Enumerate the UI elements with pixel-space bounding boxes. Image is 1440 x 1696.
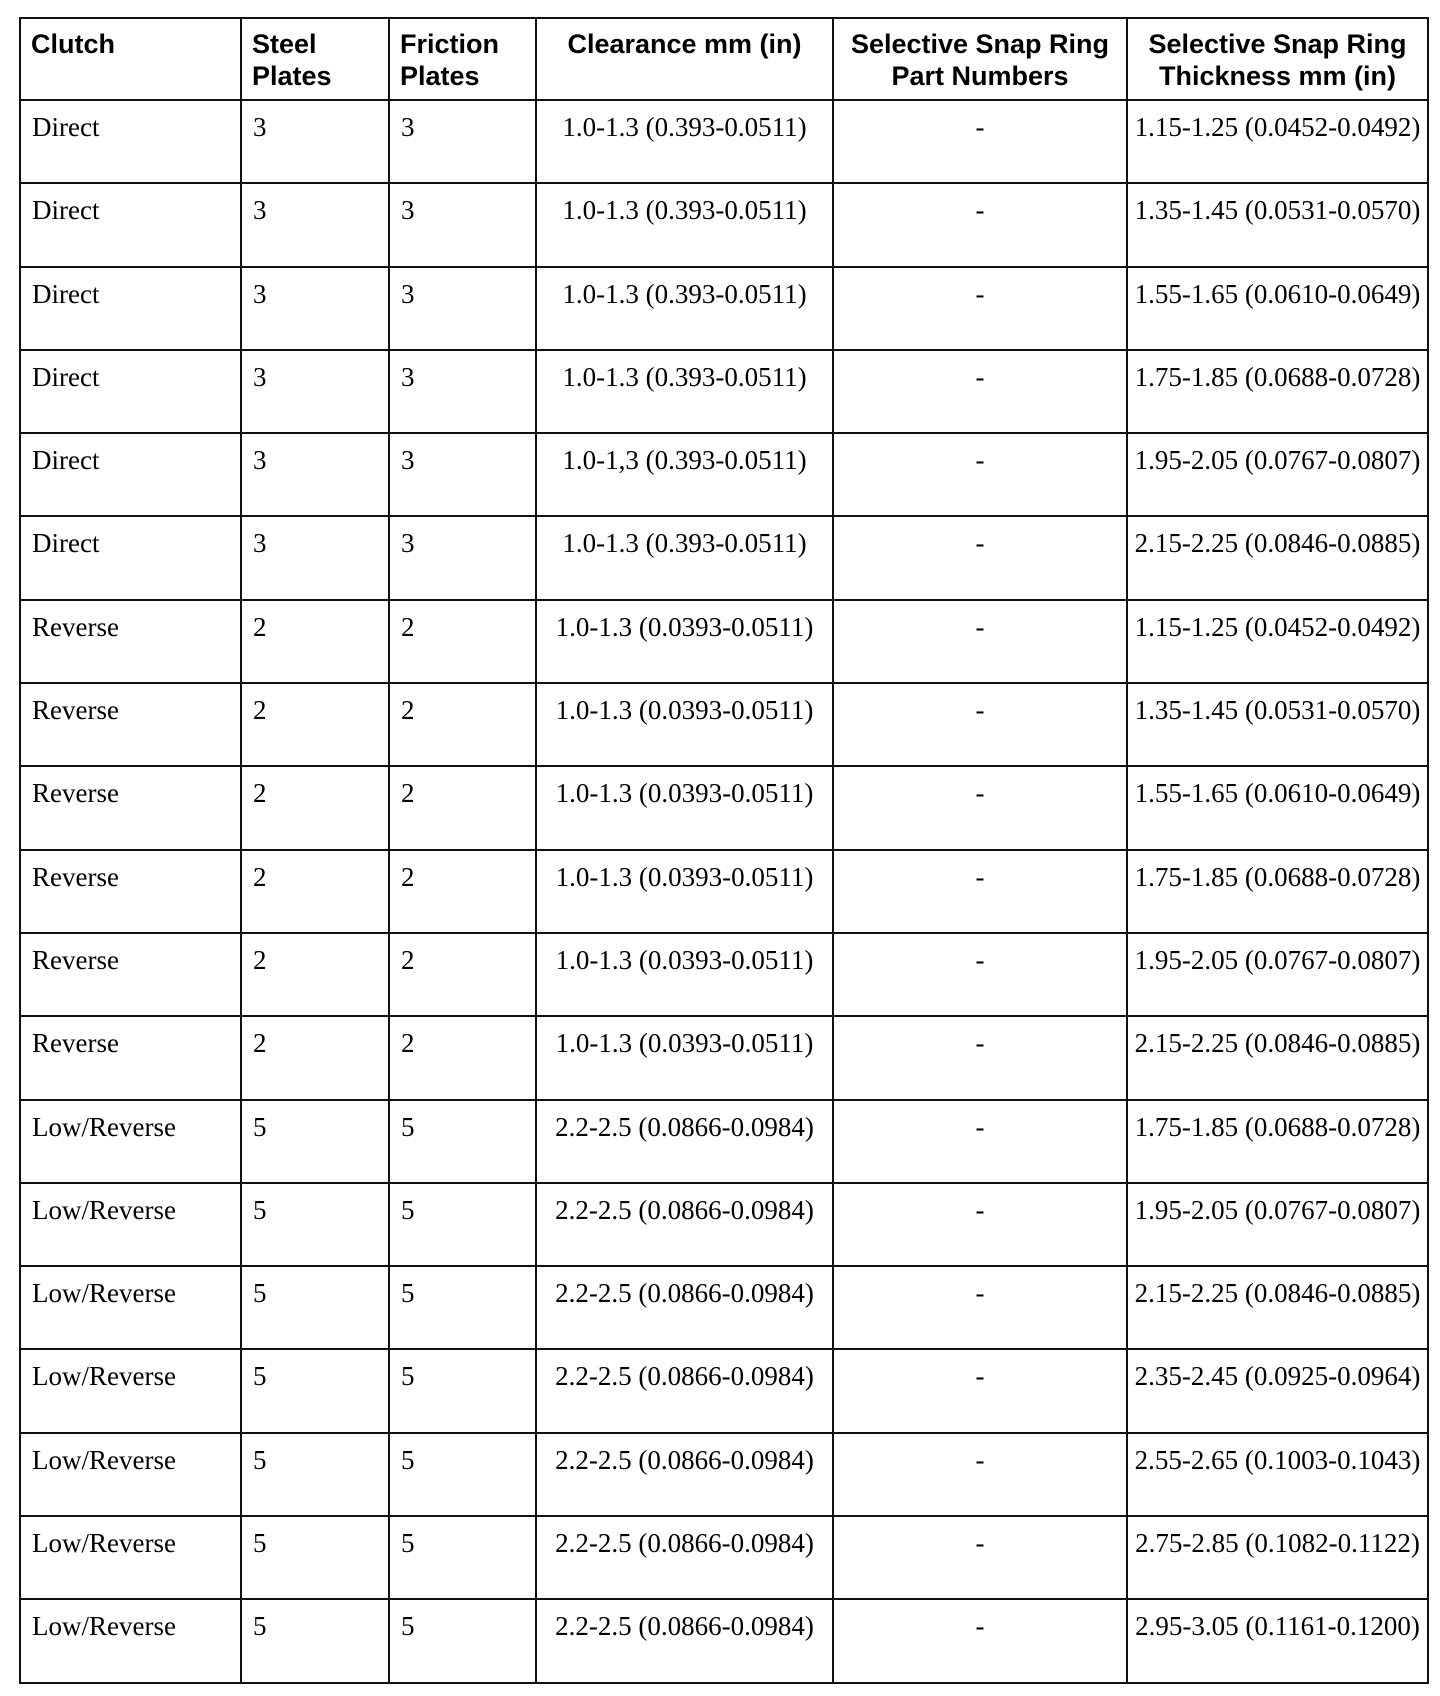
friction-plates-cell: 2 bbox=[389, 766, 536, 849]
part-number-cell: - bbox=[833, 1016, 1127, 1099]
clearance-cell: 1.0-1.3 (0.393-0.0511) bbox=[536, 183, 833, 266]
steel-plates-cell: 5 bbox=[241, 1599, 389, 1682]
clutch-cell: Direct bbox=[20, 183, 241, 266]
clearance-cell: 2.2-2.5 (0.0866-0.0984) bbox=[536, 1433, 833, 1516]
thickness-cell: 1.35-1.45 (0.0531-0.0570) bbox=[1127, 683, 1428, 766]
part-number-cell: - bbox=[833, 1349, 1127, 1432]
clearance-cell: 1.0-1.3 (0.393-0.0511) bbox=[536, 516, 833, 599]
clearance-cell: 1.0-1.3 (0.393-0.0511) bbox=[536, 100, 833, 183]
clutch-cell: Low/Reverse bbox=[20, 1266, 241, 1349]
table-row bbox=[20, 1100, 1428, 1183]
clutch-cell: Direct bbox=[20, 516, 241, 599]
table-row bbox=[20, 850, 1428, 933]
table-row bbox=[20, 1266, 1428, 1349]
table-row bbox=[20, 433, 1428, 516]
table-header bbox=[20, 18, 1428, 100]
clearance-cell: 2.2-2.5 (0.0866-0.0984) bbox=[536, 1266, 833, 1349]
friction-plates-cell: 3 bbox=[389, 267, 536, 350]
steel-plates-cell: 2 bbox=[241, 683, 389, 766]
steel-plates-cell: 3 bbox=[241, 350, 389, 433]
clearance-cell: 2.2-2.5 (0.0866-0.0984) bbox=[536, 1516, 833, 1599]
clearance-cell: 1.0-1.3 (0.0393-0.0511) bbox=[536, 933, 833, 1016]
thickness-cell: 2.95-3.05 (0.1161-0.1200) bbox=[1127, 1599, 1428, 1682]
thickness-cell: 1.55-1.65 (0.0610-0.0649) bbox=[1127, 267, 1428, 350]
friction-plates-cell: 3 bbox=[389, 100, 536, 183]
part-number-cell: - bbox=[833, 100, 1127, 183]
clutch-cell: Low/Reverse bbox=[20, 1433, 241, 1516]
clutch-cell: Reverse bbox=[20, 850, 241, 933]
thickness-cell: 1.95-2.05 (0.0767-0.0807) bbox=[1127, 933, 1428, 1016]
thickness-cell: 1.35-1.45 (0.0531-0.0570) bbox=[1127, 183, 1428, 266]
thickness-cell: 1.75-1.85 (0.0688-0.0728) bbox=[1127, 350, 1428, 433]
table-row bbox=[20, 683, 1428, 766]
part-number-cell: - bbox=[833, 1599, 1127, 1682]
table-row bbox=[20, 100, 1428, 183]
thickness-cell: 1.15-1.25 (0.0452-0.0492) bbox=[1127, 600, 1428, 683]
header-thickness: Selective Snap Ring Thickness mm (in) bbox=[1127, 18, 1428, 100]
clearance-cell: 1.0-1.3 (0.393-0.0511) bbox=[536, 267, 833, 350]
clutch-cell: Reverse bbox=[20, 933, 241, 1016]
friction-plates-cell: 2 bbox=[389, 850, 536, 933]
part-number-cell: - bbox=[833, 683, 1127, 766]
steel-plates-cell: 5 bbox=[241, 1266, 389, 1349]
clutch-cell: Low/Reverse bbox=[20, 1100, 241, 1183]
part-number-cell: - bbox=[833, 1433, 1127, 1516]
header-row bbox=[20, 18, 1428, 100]
part-number-cell: - bbox=[833, 1516, 1127, 1599]
steel-plates-cell: 3 bbox=[241, 267, 389, 350]
friction-plates-cell: 5 bbox=[389, 1183, 536, 1266]
clearance-cell: 1.0-1.3 (0.0393-0.0511) bbox=[536, 850, 833, 933]
friction-plates-cell: 5 bbox=[389, 1433, 536, 1516]
header-clutch: Clutch bbox=[20, 18, 241, 100]
header-friction-plates: Friction Plates bbox=[389, 18, 536, 100]
clearance-cell: 2.2-2.5 (0.0866-0.0984) bbox=[536, 1349, 833, 1432]
table-row bbox=[20, 267, 1428, 350]
thickness-cell: 2.15-2.25 (0.0846-0.0885) bbox=[1127, 516, 1428, 599]
thickness-cell: 1.75-1.85 (0.0688-0.0728) bbox=[1127, 1100, 1428, 1183]
header-clearance: Clearance mm (in) bbox=[536, 18, 833, 100]
steel-plates-cell: 3 bbox=[241, 433, 389, 516]
clutch-cell: Reverse bbox=[20, 1016, 241, 1099]
friction-plates-cell: 5 bbox=[389, 1266, 536, 1349]
thickness-cell: 1.75-1.85 (0.0688-0.0728) bbox=[1127, 850, 1428, 933]
clutch-cell: Direct bbox=[20, 267, 241, 350]
clutch-cell: Direct bbox=[20, 100, 241, 183]
friction-plates-cell: 5 bbox=[389, 1599, 536, 1682]
steel-plates-cell: 5 bbox=[241, 1433, 389, 1516]
steel-plates-cell: 3 bbox=[241, 100, 389, 183]
clearance-cell: 1.0-1.3 (0.393-0.0511) bbox=[536, 350, 833, 433]
steel-plates-cell: 5 bbox=[241, 1349, 389, 1432]
clutch-cell: Low/Reverse bbox=[20, 1349, 241, 1432]
clearance-cell: 2.2-2.5 (0.0866-0.0984) bbox=[536, 1183, 833, 1266]
part-number-cell: - bbox=[833, 850, 1127, 933]
clutch-cell: Reverse bbox=[20, 600, 241, 683]
thickness-cell: 2.55-2.65 (0.1003-0.1043) bbox=[1127, 1433, 1428, 1516]
clearance-cell: 2.2-2.5 (0.0866-0.0984) bbox=[536, 1599, 833, 1682]
header-steel-plates: Steel Plates bbox=[241, 18, 389, 100]
steel-plates-cell: 2 bbox=[241, 766, 389, 849]
clutch-spec-table bbox=[19, 17, 1429, 1684]
table-row bbox=[20, 183, 1428, 266]
clutch-cell: Reverse bbox=[20, 683, 241, 766]
friction-plates-cell: 2 bbox=[389, 1016, 536, 1099]
steel-plates-cell: 2 bbox=[241, 933, 389, 1016]
clearance-cell: 1.0-1.3 (0.0393-0.0511) bbox=[536, 766, 833, 849]
table-row bbox=[20, 766, 1428, 849]
steel-plates-cell: 2 bbox=[241, 850, 389, 933]
steel-plates-cell: 5 bbox=[241, 1516, 389, 1599]
table-row bbox=[20, 1183, 1428, 1266]
clearance-cell: 2.2-2.5 (0.0866-0.0984) bbox=[536, 1100, 833, 1183]
friction-plates-cell: 5 bbox=[389, 1516, 536, 1599]
friction-plates-cell: 3 bbox=[389, 350, 536, 433]
clutch-cell: Low/Reverse bbox=[20, 1599, 241, 1682]
table-row bbox=[20, 1599, 1428, 1682]
table-row bbox=[20, 1433, 1428, 1516]
friction-plates-cell: 5 bbox=[389, 1349, 536, 1432]
table-row bbox=[20, 516, 1428, 599]
part-number-cell: - bbox=[833, 1266, 1127, 1349]
clutch-cell: Low/Reverse bbox=[20, 1183, 241, 1266]
part-number-cell: - bbox=[833, 433, 1127, 516]
part-number-cell: - bbox=[833, 350, 1127, 433]
part-number-cell: - bbox=[833, 766, 1127, 849]
thickness-cell: 2.15-2.25 (0.0846-0.0885) bbox=[1127, 1016, 1428, 1099]
table-row bbox=[20, 600, 1428, 683]
clutch-cell: Low/Reverse bbox=[20, 1516, 241, 1599]
clearance-cell: 1.0-1.3 (0.0393-0.0511) bbox=[536, 683, 833, 766]
part-number-cell: - bbox=[833, 600, 1127, 683]
table-row bbox=[20, 933, 1428, 1016]
part-number-cell: - bbox=[833, 267, 1127, 350]
friction-plates-cell: 3 bbox=[389, 516, 536, 599]
clearance-cell: 1.0-1.3 (0.0393-0.0511) bbox=[536, 1016, 833, 1099]
friction-plates-cell: 3 bbox=[389, 433, 536, 516]
friction-plates-cell: 3 bbox=[389, 183, 536, 266]
clutch-cell: Reverse bbox=[20, 766, 241, 849]
thickness-cell: 1.15-1.25 (0.0452-0.0492) bbox=[1127, 100, 1428, 183]
thickness-cell: 1.55-1.65 (0.0610-0.0649) bbox=[1127, 766, 1428, 849]
friction-plates-cell: 2 bbox=[389, 600, 536, 683]
part-number-cell: - bbox=[833, 1100, 1127, 1183]
thickness-cell: 2.75-2.85 (0.1082-0.1122) bbox=[1127, 1516, 1428, 1599]
clutch-cell: Direct bbox=[20, 350, 241, 433]
part-number-cell: - bbox=[833, 1183, 1127, 1266]
table-row bbox=[20, 1349, 1428, 1432]
table-row bbox=[20, 350, 1428, 433]
friction-plates-cell: 5 bbox=[389, 1100, 536, 1183]
clearance-cell: 1.0-1,3 (0.393-0.0511) bbox=[536, 433, 833, 516]
thickness-cell: 2.15-2.25 (0.0846-0.0885) bbox=[1127, 1266, 1428, 1349]
friction-plates-cell: 2 bbox=[389, 683, 536, 766]
clutch-cell: Direct bbox=[20, 433, 241, 516]
header-part-numbers: Selective Snap Ring Part Numbers bbox=[833, 18, 1127, 100]
part-number-cell: - bbox=[833, 516, 1127, 599]
part-number-cell: - bbox=[833, 183, 1127, 266]
thickness-cell: 1.95-2.05 (0.0767-0.0807) bbox=[1127, 433, 1428, 516]
thickness-cell: 2.35-2.45 (0.0925-0.0964) bbox=[1127, 1349, 1428, 1432]
steel-plates-cell: 5 bbox=[241, 1183, 389, 1266]
clearance-cell: 1.0-1.3 (0.0393-0.0511) bbox=[536, 600, 833, 683]
steel-plates-cell: 3 bbox=[241, 183, 389, 266]
steel-plates-cell: 2 bbox=[241, 1016, 389, 1099]
table-row bbox=[20, 1016, 1428, 1099]
steel-plates-cell: 2 bbox=[241, 600, 389, 683]
steel-plates-cell: 3 bbox=[241, 516, 389, 599]
thickness-cell: 1.95-2.05 (0.0767-0.0807) bbox=[1127, 1183, 1428, 1266]
steel-plates-cell: 5 bbox=[241, 1100, 389, 1183]
table-row bbox=[20, 1516, 1428, 1599]
table-body bbox=[20, 100, 1428, 1683]
friction-plates-cell: 2 bbox=[389, 933, 536, 1016]
part-number-cell: - bbox=[833, 933, 1127, 1016]
